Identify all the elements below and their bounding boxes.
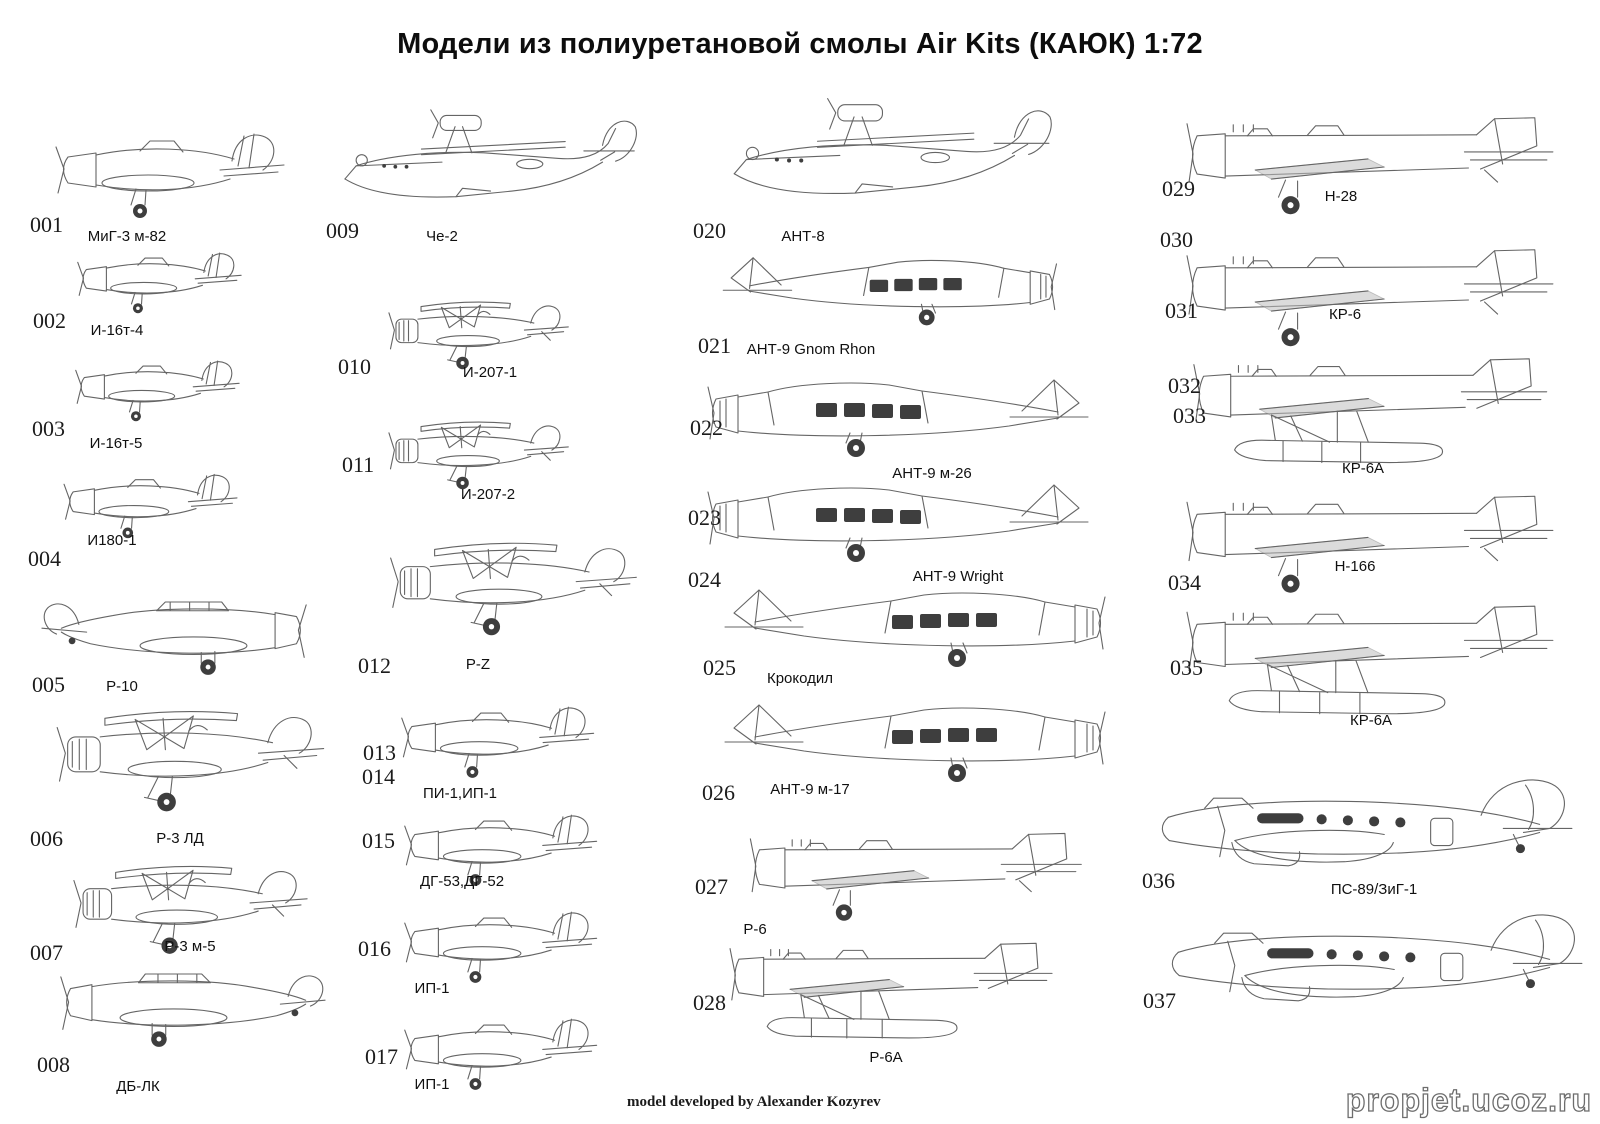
entry-number: 010 (338, 354, 371, 379)
entry-label: ПС-89/ЗиГ-1 (1330, 881, 1418, 898)
aircraft-drawing (1183, 103, 1575, 231)
aircraft-drawing (58, 458, 240, 550)
entry-label: И-207-1 (462, 364, 518, 381)
entry-number: 012 (358, 653, 391, 678)
entry-label: ДГ-53,ДГ-52 (419, 873, 505, 890)
entry-label: Р-6 (743, 921, 767, 938)
entry-label: АНТ-9 м-26 (892, 465, 972, 482)
aircraft-drawing (703, 373, 1095, 473)
entry-number: 001 (30, 212, 63, 237)
entry-number: 033 (1173, 403, 1206, 428)
entry-label: АНТ-8 (781, 228, 825, 245)
entry-label: И-207-2 (460, 486, 516, 503)
entry-number: 028 (693, 990, 726, 1015)
entry-number: 003 (32, 416, 65, 441)
entry-number: 021 (698, 333, 731, 358)
entry-label: Че-2 (426, 228, 458, 245)
entry-label: АНТ-9 м-17 (770, 781, 850, 798)
entry-label: Р-3 ЛД (156, 830, 204, 847)
aircraft-drawing (48, 122, 288, 224)
entry-label: КР-6 (1328, 306, 1362, 323)
entry-label: ДБ-ЛК (116, 1078, 160, 1095)
entry-label: И-16т-5 (89, 435, 143, 452)
entry-number: 023 (688, 505, 721, 530)
entry-number: 013 (363, 740, 396, 765)
aircraft-drawing (55, 952, 327, 1064)
aircraft-drawing (395, 688, 597, 792)
entry-number: 034 (1168, 570, 1201, 595)
aircraft-drawing (352, 528, 676, 646)
entry-label: Р-Z (465, 656, 491, 673)
entry-label: Р-10 (106, 678, 138, 695)
entry-label: ИП-1 (414, 980, 450, 997)
entry-label: ПИ-1,ИП-1 (423, 785, 497, 802)
entry-number: 002 (33, 308, 66, 333)
entry-label: АНТ-9 Gnom Rhon (746, 341, 876, 358)
entry-number: 027 (695, 874, 728, 899)
aircraft-drawing (718, 95, 1053, 220)
entry-number: 024 (688, 567, 721, 592)
entry-number: 004 (28, 546, 61, 571)
entry-number: 011 (342, 452, 375, 477)
entry-number: 025 (703, 655, 736, 680)
aircraft-drawing (713, 583, 1115, 683)
entry-number: 008 (37, 1052, 70, 1077)
aircraft-drawing (70, 348, 242, 430)
aircraft-drawing (1148, 903, 1592, 1038)
credit-text: model developed by Alexander Kozyrev (627, 1094, 881, 1110)
entry-label: АНТ-9 Wright (912, 568, 1004, 585)
entry-number: 036 (1142, 868, 1175, 893)
entry-number: 032 (1168, 373, 1201, 398)
entry-number: 022 (690, 415, 723, 440)
entry-number: 031 (1165, 298, 1198, 323)
entry-number: 016 (358, 936, 391, 961)
aircraft-drawing (40, 582, 312, 690)
entry-number: 017 (365, 1044, 398, 1069)
aircraft-drawing (1183, 488, 1575, 603)
entry-label: МиГ-3 м-82 (87, 228, 167, 245)
aircraft-drawing (72, 240, 244, 322)
entry-label: Р-6А (869, 1049, 903, 1066)
entry-number: 020 (693, 218, 726, 243)
entry-number: 009 (326, 218, 359, 243)
entry-number: 007 (30, 940, 63, 965)
entry-label: Н-166 (1334, 558, 1376, 575)
entry-number: 014 (362, 764, 395, 789)
entry-number: 035 (1170, 655, 1203, 680)
entry-label: КР-6А (1341, 460, 1385, 477)
entry-number: 029 (1162, 176, 1195, 201)
aircraft-drawing (45, 695, 337, 823)
entry-label: И-16т-4 (90, 322, 144, 339)
entry-number: 015 (362, 828, 395, 853)
entry-label: Крокодил (766, 670, 834, 687)
aircraft-drawing (703, 938, 1095, 1053)
entry-number: 030 (1160, 227, 1193, 252)
entry-label: И180-1 (87, 532, 137, 549)
entry-label: Н-28 (1324, 188, 1358, 205)
aircraft-drawing (728, 828, 1120, 928)
entry-label: ИП-1 (414, 1076, 450, 1093)
aircraft-drawing (318, 108, 650, 220)
watermark: propjet.ucoz.ru (1345, 1082, 1592, 1118)
aircraft-drawing (1183, 243, 1575, 355)
entry-number: 006 (30, 826, 63, 851)
entry-number: 037 (1143, 988, 1176, 1013)
entry-number: 005 (32, 672, 65, 697)
aircraft-drawing (718, 248, 1060, 343)
entry-label: КР-6А (1349, 712, 1393, 729)
aircraft-drawing (703, 478, 1095, 578)
entry-number: 026 (702, 780, 735, 805)
entry-label: Р-3 м-5 (164, 938, 216, 955)
page-title: Модели из полиуретановой смолы Air Kits (КАЮК) 1:72 (397, 28, 1203, 60)
